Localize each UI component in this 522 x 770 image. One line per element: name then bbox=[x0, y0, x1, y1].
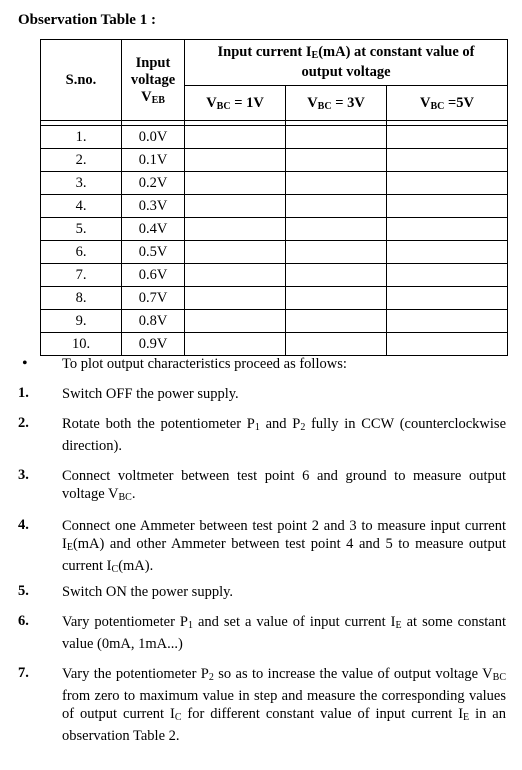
list-marker: 7. bbox=[18, 665, 29, 681]
list-marker: 6. bbox=[18, 613, 29, 629]
cell-sno: 7. bbox=[41, 264, 122, 287]
cell-input-voltage: 0.2V bbox=[122, 172, 185, 195]
cell-vbc-3 bbox=[286, 264, 387, 287]
list-text: Vary the potentiometer $P_2$ so as to increase the value of output voltage $V_{BC}$ from zero to maximum value in step and measure the corresponding values of output current $I_C$ for different constant value of input current $I_E$ in an observation Table 2. bbox=[62, 666, 506, 744]
cell-vbc-1 bbox=[185, 333, 286, 356]
header-current-sub: E bbox=[311, 50, 319, 61]
cell-vbc-5 bbox=[387, 218, 508, 241]
table-row bbox=[41, 149, 508, 172]
cell-vbc-1 bbox=[185, 126, 286, 149]
header-vbc-5: $V_{BC} =5V$ bbox=[387, 86, 508, 121]
cell-vbc-3 bbox=[286, 287, 387, 310]
table-row bbox=[41, 310, 508, 333]
header-input-line1: Input bbox=[135, 54, 171, 71]
table-row bbox=[41, 126, 508, 149]
header-sno: S.no. bbox=[41, 40, 122, 121]
cell-vbc-3 bbox=[286, 172, 387, 195]
cell-sno: 3. bbox=[41, 172, 122, 195]
table-row bbox=[41, 287, 508, 310]
cell-vbc-5 bbox=[387, 172, 508, 195]
list-marker: • bbox=[22, 355, 28, 372]
cell-input-voltage: 0.0V bbox=[122, 126, 185, 149]
cell-input-voltage: 0.4V bbox=[122, 218, 185, 241]
cell-sno: 6. bbox=[41, 241, 122, 264]
cell-sno: 8. bbox=[41, 287, 122, 310]
table-row bbox=[41, 172, 508, 195]
list-marker: 1. bbox=[18, 385, 29, 401]
header-vbc-3: $V_{BC} = 3V$ bbox=[286, 86, 387, 121]
header-input-current bbox=[185, 40, 508, 86]
cell-vbc-1 bbox=[185, 287, 286, 310]
cell-input-voltage: 0.3V bbox=[122, 195, 185, 218]
cell-input-voltage: 0.9V bbox=[122, 333, 185, 356]
table-row bbox=[41, 333, 508, 356]
list-marker: 4. bbox=[18, 517, 29, 533]
list-text: Rotate both the potentiometer $P_1$ and $P_2$ fully in CCW (counterclockwise direction). bbox=[62, 416, 506, 454]
header-input-subscript: EB bbox=[151, 94, 165, 106]
cell-vbc-5 bbox=[387, 264, 508, 287]
cell-vbc-5 bbox=[387, 287, 508, 310]
cell-vbc-3 bbox=[286, 310, 387, 333]
cell-sno: 10. bbox=[41, 333, 122, 356]
cell-vbc-5 bbox=[387, 195, 508, 218]
list-text: To plot output characteristics proceed as follows: bbox=[62, 356, 347, 372]
header-input-line2: voltage bbox=[130, 71, 176, 88]
cell-vbc-5 bbox=[387, 126, 508, 149]
cell-vbc-3 bbox=[286, 241, 387, 264]
cell-sno: 2. bbox=[41, 149, 122, 172]
cell-vbc-1 bbox=[185, 195, 286, 218]
cell-vbc-1 bbox=[185, 149, 286, 172]
cell-vbc-1 bbox=[185, 241, 286, 264]
table-title: Observation Table 1 : bbox=[18, 12, 156, 28]
header-vbc-1: $V_{BC} = 1V$ bbox=[185, 86, 286, 121]
cell-vbc-1 bbox=[185, 310, 286, 333]
header-current-line2: output voltage bbox=[301, 64, 391, 80]
list-text: Switch OFF the power supply. bbox=[62, 386, 239, 402]
cell-input-voltage: 0.8V bbox=[122, 310, 185, 333]
cell-vbc-5 bbox=[387, 241, 508, 264]
table-row bbox=[41, 241, 508, 264]
cell-vbc-3 bbox=[286, 333, 387, 356]
cell-vbc-3 bbox=[286, 195, 387, 218]
list-text: Switch ON the power supply. bbox=[62, 584, 234, 600]
list-text: Vary potentiometer $P_1$ and set a value of input current $I_E$ at some constant value (0mA, 1mA...) bbox=[62, 614, 506, 652]
cell-sno: 1. bbox=[41, 126, 122, 149]
list-marker: 2. bbox=[18, 415, 29, 431]
header-input-symbol: V bbox=[141, 88, 152, 105]
cell-sno: 4. bbox=[41, 195, 122, 218]
cell-vbc-5 bbox=[387, 149, 508, 172]
cell-vbc-3 bbox=[286, 126, 387, 149]
cell-vbc-1 bbox=[185, 218, 286, 241]
table-row bbox=[41, 218, 508, 241]
cell-vbc-5 bbox=[387, 333, 508, 356]
table-row bbox=[41, 195, 508, 218]
cell-vbc-5 bbox=[387, 310, 508, 333]
header-input-voltage bbox=[122, 40, 185, 121]
cell-input-voltage: 0.5V bbox=[122, 241, 185, 264]
table-row bbox=[41, 264, 508, 287]
header-current-b: (mA) at constant value of bbox=[318, 44, 475, 60]
cell-sno: 5. bbox=[41, 218, 122, 241]
list-marker: 3. bbox=[18, 467, 29, 483]
observation-table bbox=[40, 39, 508, 356]
cell-vbc-1 bbox=[185, 264, 286, 287]
cell-input-voltage: 0.6V bbox=[122, 264, 185, 287]
list-text: Connect one Ammeter between test point 2 and 3 to measure input current $I_E(mA)$ and other Ammeter between test point 4 and 5 to measure output current $I_C(mA)$. bbox=[62, 518, 506, 575]
cell-sno: 9. bbox=[41, 310, 122, 333]
cell-input-voltage: 0.7V bbox=[122, 287, 185, 310]
cell-vbc-3 bbox=[286, 218, 387, 241]
cell-vbc-3 bbox=[286, 149, 387, 172]
list-text: Connect voltmeter between test point 6 and ground to measure output voltage $V_{BC}$. bbox=[62, 468, 506, 503]
header-current-a: Input current I bbox=[217, 44, 312, 60]
list-marker: 5. bbox=[18, 583, 29, 599]
cell-input-voltage: 0.1V bbox=[122, 149, 185, 172]
cell-vbc-1 bbox=[185, 172, 286, 195]
